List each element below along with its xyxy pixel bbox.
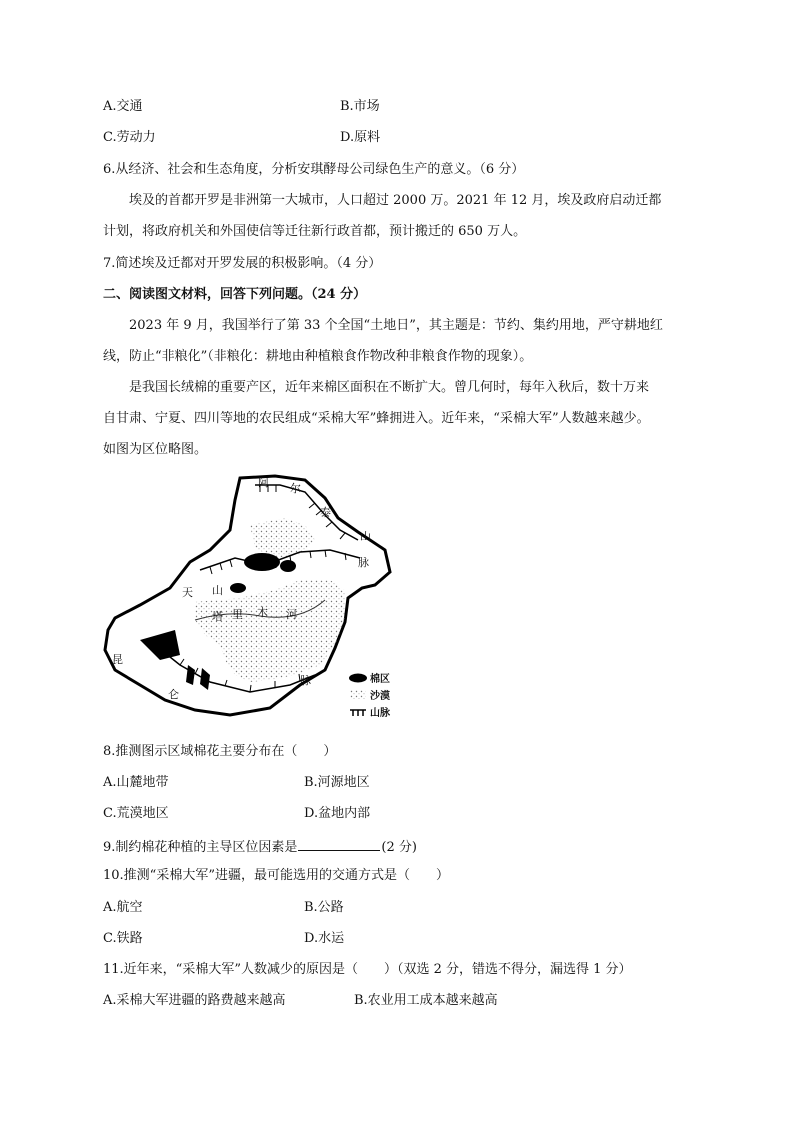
- cotton-area-north-3: [230, 583, 246, 593]
- option-b: B.市场: [340, 99, 380, 114]
- label-kun: 昆: [112, 653, 123, 666]
- option-c: C.劳动力: [103, 130, 156, 145]
- legend-desert-swatch: [350, 690, 366, 699]
- label-li: 里: [232, 608, 243, 621]
- q10-option-d: D.水运: [304, 931, 345, 946]
- q9-answer-blank[interactable]: [298, 836, 380, 851]
- question-11: 11.近年来，“采棉大军”人数减少的原因是（ ）（双选 2 分，错选不得分，漏选得 1 分）: [103, 962, 632, 977]
- label-a: 阿: [258, 476, 269, 489]
- question-8: 8.推测图示区域棉花主要分布在（ ）: [103, 744, 337, 759]
- label-tai: 泰: [320, 506, 331, 519]
- land-day-paragraph-line2: 线，防止“非粮化”（非粮化：耕地由种植粮食作物改种非粮食作物的现象）。: [103, 349, 533, 364]
- q8-option-c: C.荒漠地区: [103, 806, 169, 821]
- q10-option-b: B.公路: [304, 900, 344, 915]
- egypt-paragraph-line1: 埃及的首都开罗是非洲第一大城市，人口超过 2000 万。2021 年 12 月，埃及政府启动迁都: [129, 193, 662, 208]
- q8-option-d: D.盆地内部: [304, 806, 371, 821]
- label-shan-tian: 山: [212, 584, 223, 597]
- label-tian: 天: [182, 586, 193, 599]
- q10-option-a: A.航空: [103, 900, 143, 915]
- xinjiang-location-map: [100, 470, 420, 720]
- question-7: 7.简述埃及迁都对开罗发展的积极影响。（4 分）: [103, 256, 382, 271]
- legend-mountain-label: 山脉: [370, 708, 390, 719]
- q11-option-a: A.采棉大军进疆的路费越来越高: [103, 993, 286, 1008]
- question-6: 6.从经济、社会和生态角度，分析安琪酵母公司绿色生产的意义。（6 分）: [103, 162, 525, 177]
- label-lun: 仑: [168, 688, 179, 701]
- cotton-area-north-2: [280, 560, 296, 572]
- land-day-paragraph-line1: 2023 年 9 月，我国举行了第 33 个全国“土地日”，其主题是：节约、集约用地，严守耕地红: [129, 318, 663, 333]
- question-10: 10.推测“采棉大军”进疆，最可能选用的交通方式是（ ）: [103, 868, 449, 883]
- legend-cotton-label: 棉区: [370, 674, 390, 685]
- cotton-area-north-1: [244, 553, 280, 571]
- label-ta: 塔: [212, 610, 223, 623]
- cotton-paragraph-line3: 如图为区位略图。: [103, 442, 208, 457]
- legend-desert-label: 沙漠: [370, 691, 390, 702]
- q8-option-a: A.山麓地带: [103, 775, 169, 790]
- label-shan-altai: 山: [360, 530, 371, 543]
- map-legend: [349, 672, 391, 719]
- q11-option-b: B.农业用工成本越来越高: [354, 993, 498, 1008]
- cotton-paragraph-line1: 是我国长绒棉的重要产区，近年来棉区面积在不断扩大。曾几何时，每年入秋后，数十万来: [129, 380, 650, 395]
- label-er: 尔: [290, 482, 301, 495]
- label-mu: 木: [257, 606, 268, 619]
- option-d: D.原料: [340, 130, 381, 145]
- section-2-title: 二、阅读图文材料，回答下列问题。（24 分）: [103, 287, 367, 302]
- q9-score: (2 分): [381, 840, 417, 855]
- label-he: 河: [286, 608, 297, 621]
- q9-stem: 9.制约棉花种植的主导区位因素是: [103, 840, 298, 855]
- option-a: A.交通: [103, 99, 143, 114]
- question-9: [103, 836, 417, 857]
- q10-option-c: C.铁路: [103, 931, 143, 946]
- label-mai-kunlun: 脉: [300, 674, 311, 687]
- q8-option-b: B.河源地区: [304, 775, 370, 790]
- egypt-paragraph-line2: 计划，将政府机关和外国使信等迁往新行政首都，预计搬迁的 650 万人。: [103, 224, 527, 239]
- label-mai-altai: 脉: [358, 556, 369, 569]
- cotton-paragraph-line2: 自甘肃、宁夏、四川等地的农民组成“采棉大军”蜂拥进入。近年来，“采棉大军”人数越来越少。: [103, 411, 650, 426]
- legend-cotton-swatch: [349, 674, 367, 683]
- legend-mountain-swatch: [350, 710, 366, 716]
